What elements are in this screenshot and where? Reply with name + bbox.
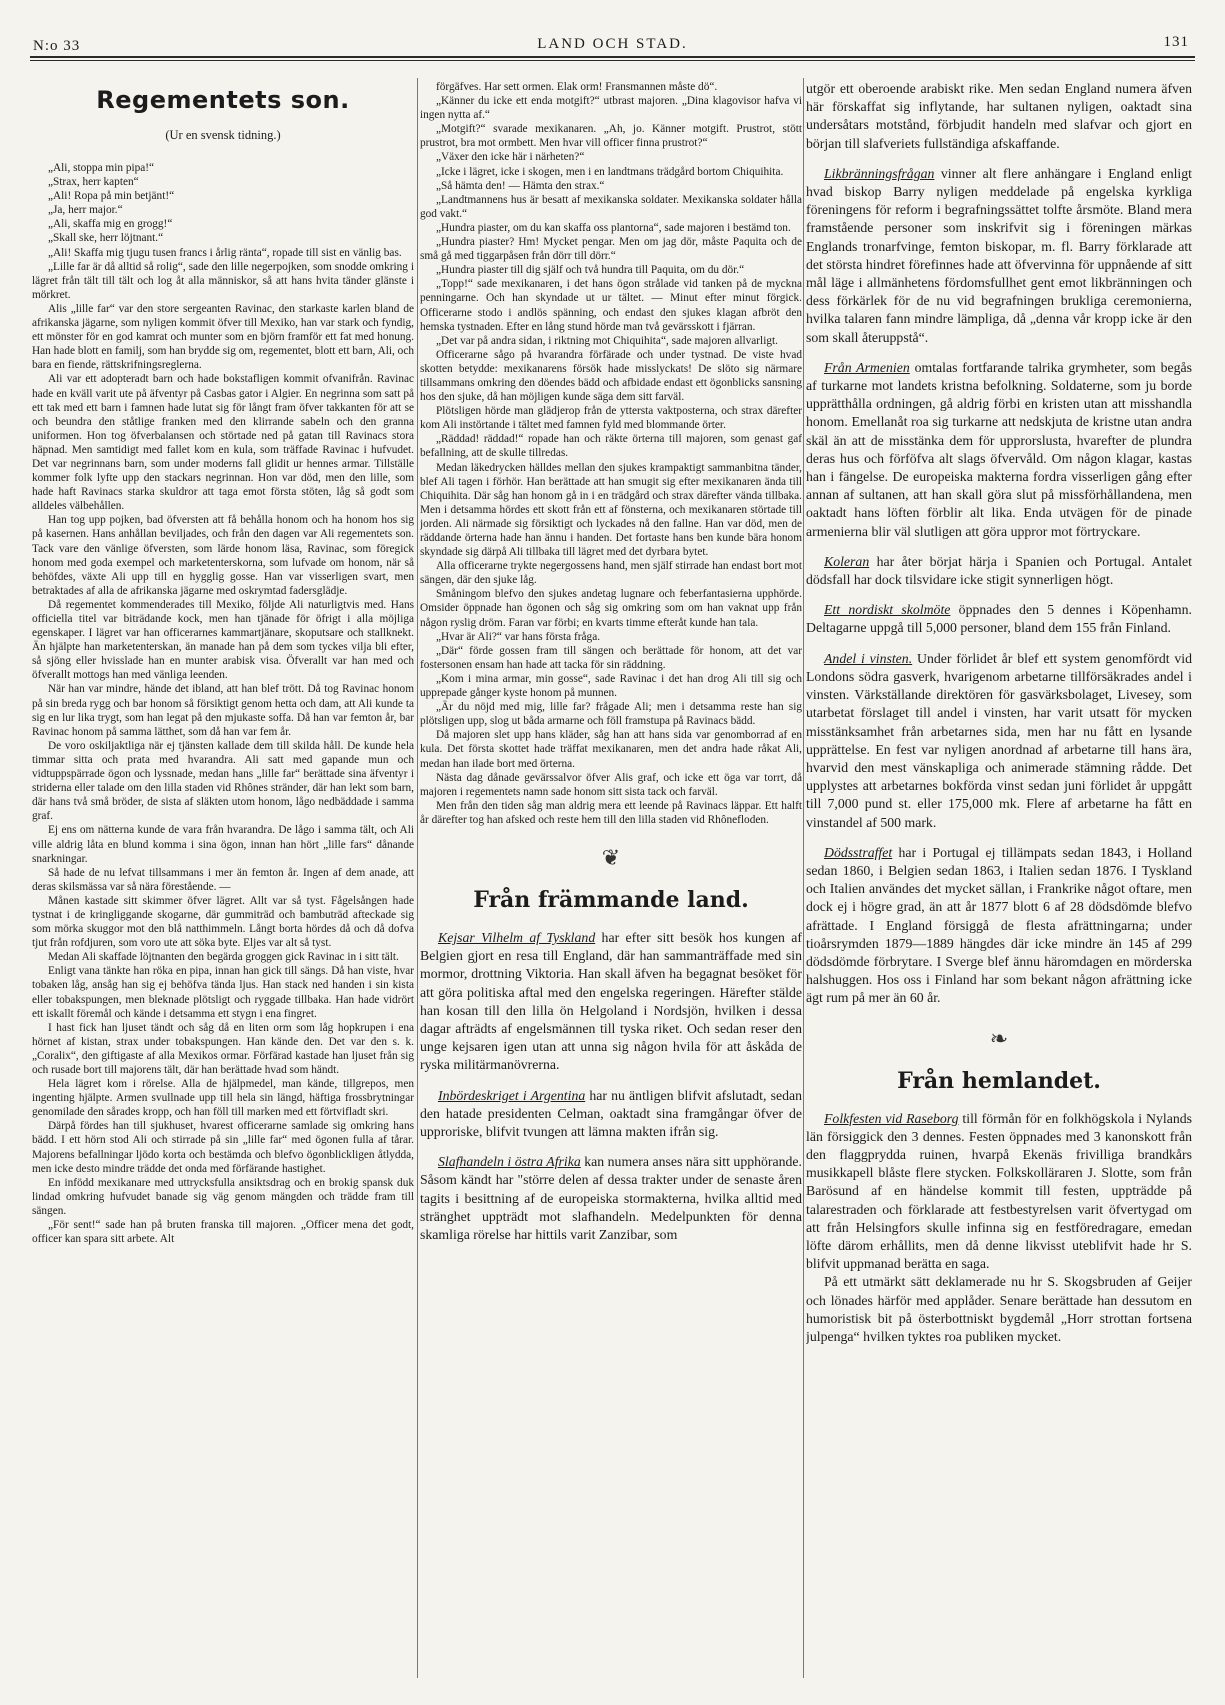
paragraph: „Hundra piaster, om du kan skaffa oss plantorna“, sade majoren i bestämd ton. — [436, 221, 791, 234]
paragraph: Då regementet kommenderades till Mexiko, följde Ali naturligtvis med. Hans officiella titel var biträdande kock, men han tjänade för öfrigt i alla möjliga egenskaper. I lägret var han officerarnes kammartjänare, skoputsare och stallknekt. Än hjälpte han marketenterskan, än manade han på dem som tyckes vilja bli efter, så sjöng eller hvisslade han en munter arabisk visa. Öfverallt var han med och öfverallt mottogs han med vänliga leenden. — [32, 598, 414, 682]
news-text: har åter börjat härja i Spanien och Portugal. Antalet dödsfall har dock tilsvidare icke stigit synnerligen högt. — [806, 553, 1192, 588]
story-continuation — [420, 80, 802, 827]
news-lead: Inbördeskriget i Argentina — [438, 1087, 586, 1103]
issue-number: N:o 33 — [33, 38, 81, 54]
paragraph: Ali var ett adopteradt barn och hade bokstafligen kommit ofvanifrån. Ravinac hade en kväll varit ute på äfventyr på Casbas gator i Algier. En negrinna som satt på ett tak med ett barn i famnen hade lutat sig för långt fram öfver takkanten för att se och beundra den ståtlige franken med den klirrande sabeln och den granna uniformen. Hon tog öfverbalansen och störtade ned på gatan till Ravinacs stora häpnad. Men samtidigt med fallet kom en kula, som träffade Ravinac i hufvudet. Det var negrinnans barn, som under moderns fall glidit ur hennes armar. Tillställe kommer folk lyfte upp den stackars negrinnan. Hon var död, men den lille, som hade haft Ravinacs starka skuldror att taga emot första stöten, låg så godt som alldeles välbehållen. — [32, 373, 414, 513]
paragraph: Därpå fördes han till sjukhuset, hvarest officerarne samlade sig omkring hans bädd. I ett hörn stod Ali och stirrade på sin „lille far“ med ögonen fulla af tårar. Majorens befallningar ljödo korta och bestämda och blefvo ögonblickligen åtlydda, men icke desto mindre trädde det onda med förfärande hastighet. — [32, 1120, 414, 1175]
paragraph: „Skall ske, herr löjtnant.“ — [48, 232, 164, 245]
paragraph: Medan läkedrycken hälldes mellan den sjukes krampaktigt sammanbitna tänder, blef Ali tagen i förhör. Han berättade att han smugit sig efter mexikanaren ända till Chiquihita. Där såg han honom gå in i en trädgård och strax därefter vända tillbaka. Men i detsamma hördes ett skott från ett af fönsterna, och mexikanaren störtade till jorden. Ali närmade sig försiktigt och lyckades nå den fallne. Han var död, men de räddande örterna hade han ännu i handen. Det fortaste hans ben kunde bära honom skyndade sig därpå Ali tillbaka till lägret med det dyrbara bytet. — [420, 461, 802, 559]
paragraph: „För sent!“ sade han på bruten franska till majoren. „Officer mena det godt, officer kan spara sitt arbete. Alt — [32, 1219, 414, 1246]
foreign-news-2 — [806, 165, 1192, 1008]
paragraph: „Hundra piaster till dig själf och två hundra till Paquita, om du dör.“ — [436, 264, 745, 277]
paragraph: Då majoren slet upp hans kläder, såg han att hans sida var genomborrad af en kula. Det första skottet hade träffat mexikanaren, men det andra hade råkat Ali, medan han ilade bort med örterna. — [420, 729, 802, 770]
story-body — [32, 161, 414, 1246]
news-lead: Från Armenien — [824, 359, 910, 375]
paragraph: „Räddad! räddad!“ ropade han och räkte örterna till majoren, som genast gaf befallning, att de skulle tillredas. — [420, 433, 802, 460]
news-item — [806, 601, 1192, 637]
paragraph: Så hade de nu lefvat tillsammans i mer än femton år. Ingen af dem anade, att deras skilsmässa var så nära förestående. — — [32, 866, 414, 893]
news-item — [420, 1153, 802, 1244]
column-divider — [417, 78, 418, 1678]
news-lead: Ett nordiskt skolmöte — [824, 602, 951, 618]
news-text: öppnades den 5 dennes i Köpenhamn. Deltagarne uppgå till 5,000 personer, bland dem 155 från Finland. — [806, 602, 1192, 636]
story-source: (Ur en svensk tidning.) — [165, 128, 281, 142]
news-lead: Koleran — [824, 553, 870, 569]
section-heading-foreign: Från främmande land. — [473, 886, 749, 913]
paragraph: En infödd mexikanare med uttrycksfulla ansiktsdrag och en brokig spansk duk lindad omkring hufvudet banade sig väg genom mängden och trädde fram till sängen. — [32, 1176, 414, 1217]
home-news — [806, 1110, 1192, 1274]
news-lead: Slafhandeln i östra Afrika — [438, 1154, 581, 1170]
news-lead: Andel i vinsten. — [824, 650, 913, 666]
paragraph: „Motgift?“ svarade mexikanaren. „Ah, jo. Känner motgift. Prustrot, stött prustrot, bra mot ormbett. Men hvar vill officer finna prustrot?“ — [420, 123, 802, 150]
paragraph: Alis „lille far“ var den store sergeanten Ravinac, den starkaste karlen bland de afrikanska jägarne, som nyligen kommit öfver till Mexiko, han var stark och fyndig, ett mönster för en god kamrat och munter som en björn framför ett fat med honung. Han hade blott en familj, som han brydde sig om, regementet, blott ett barn, Ali, och bara en fiende, rättskrifningsreglerna. — [32, 302, 414, 372]
paragraph: „Känner du icke ett enda motgift?“ utbrast majoren. „Dina klagovisor hafva vi ingen nytta af.“ — [420, 95, 802, 122]
paragraph: „Så hämta den! — Hämta den strax.“ — [436, 179, 605, 192]
paragraph: „Är du nöjd med mig, lille far? frågade Ali; men i detsamma reste han sig plötsligen upp, slog ut båda armarne och föll framstupa på Ravinacs bädd. — [420, 701, 802, 728]
paragraph: „Där“ förde gossen fram till sängen och berättade för honom, att det var fostersonen ensam han hade att tacka för sin räddning. — [420, 644, 802, 671]
news-lead: Kejsar Vilhelm af Tyskland — [438, 929, 596, 945]
news-lead: Dödsstraffet — [824, 844, 893, 860]
paragraph: „Topp!“ sade mexikanaren, i det hans ögon strålade vid tanken på de myckna penningarne. Och han skyndade ut ur tältet. — Minut efter minut förgick. Officerarne stodo i andlös spänning, och endast den sjukes klagan afbröt den hemska tystnaden. Efter en lång stund hörde man två gevärsskott i fjärran. — [420, 278, 802, 333]
news-item — [806, 1110, 1192, 1274]
paragraph: Hela lägret kom i rörelse. Alla de hjälpmedel, man kände, tillgrepos, men ingenting hjälpte. Armen svullnade upp till hela sin längd, häftiga frossbrytningar genomilade den sårades kropp, och han föll till marken med ett förtvifladt skri. — [32, 1078, 414, 1119]
news-item — [806, 650, 1192, 832]
news-paragraph: På ett utmärkt sätt deklamerade nu hr S. Skogsbruden af Geijer och lönades härför med applåder. Senare berättade han dessutom en humoristisk bit på österbottniskt bygdemål „Horr strottan fortsena julpenga“ hvilken tyktes roa publiken mycket. — [806, 1274, 1192, 1344]
news-text: kan numera anses nära sitt upphörande. Såsom kändt har "större delen af dessa trakter under de senaste åren tagits i besittning af de europeiska stormakterna, hvilka alltid med stränghet uppträdt mot slafhandeln. Medelpunkten för denna skamliga rörelse har hittils varit Zanzibar, som — [420, 1154, 802, 1243]
news-lead: Likbränningsfrågan — [824, 165, 935, 181]
news-continuation: utgör ett oberoende arabiskt rike. Men sedan England numera äfven här förskaffat sig inflytande, har sultanen nyligen, oaktadt sina undersåtars motstånd, förbjudit handeln med slafvar och gjort en början till slafveriets fullständiga afskaffande. — [806, 81, 1192, 151]
masthead-title: LAND OCH STAD. — [537, 36, 688, 52]
paragraph: „Ali, stoppa min pipa!“ — [48, 162, 155, 174]
ornament-divider: ❦ — [601, 844, 621, 870]
paragraph: Enligt vana tänkte han röka en pipa, innan han gick till sängs. Då han viste, hvar tobaken låg, ansåg han sig ej behöfva tända ljus. Han stack ned handen i sin kista eller tobakspungen, men bleknade plötsligt och ryggade tillbaka. Han hade vidrört ett iskallt föremål och kände i detsamma ett stygn i ena fingret. — [32, 965, 414, 1020]
news-text: omtalas fortfarande talrika grymheter, som begås af turkarne mot landets kristna befolkning. Soldaterne, som ju borde upprätthålla ordningen, gå aldrig förbi en kristen utan att misshandla honom. Emellanåt roa sig turkarne att nedskjuta de kristne utan andra skäl än att de misstänka dem för upprorslusta, hvarefter de plundra deras hus och förföfva alt slags öfvervåld. Om någon klagar, kastas han i fängelse. De europeiska makterna fordra visserligen gång efter annan af sultanen, att han skall göra slut på missförhållandena, men oaktadt hans löften förblir alt lika. Enda utvägen för de pinade armenierna blir väl slutligen att göra uppror mot förtryckare. — [806, 359, 1192, 539]
paragraph: I hast fick han ljuset tändt och såg då en liten orm som låg hopkrupen i ena hörnet af kistan, strax under tobakspungen. Han kände den. Det var den s. k. „Coralix“, den giftigaste af alla Mexikos ormar. Förfärad kastade han ljuset från sig och rusade bort till majorens tält, där han berättade hvad som händt. — [32, 1021, 414, 1076]
column-1 — [32, 80, 414, 1680]
paragraph: „Lille far är då alltid så rolig“, sade den lille negerpojken, som snodde omkring i lägret från tält till tält och log åt alla människor, så att hans hvita tänder glänste i mörkret. — [32, 260, 414, 301]
header-rule — [30, 56, 1195, 58]
paragraph: „Landtmannens hus är besatt af mexikanska soldater. Mexikanska soldater hålla god vakt.“ — [420, 193, 802, 220]
column-divider — [803, 78, 804, 1678]
paragraph: „Ali, skaffa mig en grogg!“ — [48, 218, 173, 231]
news-text: till förmån för en folkhögskola i Nylands län försiggick den 3 dennes. Festen öppnades med 3 kanonskott från den flaggprydda ruinen, hvarpå Ekenäs frivilliga brandkårs musikkapell blåste flere stycken. Folkskolläraren J. Slotte, som från Barösund af en händelse kommit till festen, uppträdde på talarestraden och förklarade att festbestyrelsen varit öfvertygad om att från Helsingfors skulle infinna sig en festföredragare, emedan löfte därom erhållits, men då denne likvisst uteblifvit hade hr S. blifvit uppmanad berätta en saga. — [806, 1110, 1192, 1272]
paragraph: förgäfves. Har sett ormen. Elak orm! Fransmannen måste dö“. — [436, 81, 718, 93]
paragraph: Alla officerarne trykte negergossens hand, men själf stirrade han endast bort mot sängen, där den sjuke låg. — [420, 560, 802, 587]
paragraph: Småningom blefvo den sjukes andetag lugnare och feberfantasierna upphörde. Omsider öppnade han ögonen och såg sig omkring som om han vaknat upp från någon ryslig dröm. Faran var förbi; en kvarts timme efteråt kunde han tala. — [420, 588, 802, 629]
paragraph: Han tog upp pojken, bad öfversten att få behålla honom och ha honom hos sig på kasernen. Hans anhållan beviljades, och från den dagen var Ali regementets son. Tack vare den vänlige öfversten, som lärde honom läsa, Ravinac, som föregick honom med goda exempel och marketenterskorna, som lufvade om honom, när så behöfdes, växte Ali upp till en hygglig gosse. Han var visserligen svart, men betraktades af alla de afrikanska jägarne med oskrymtad fadersglädje. — [32, 514, 414, 597]
news-item — [806, 553, 1192, 589]
paragraph: Ej ens om nätterna kunde de vara från hvarandra. De lågo i samma tält, och Ali ville aldrig låta en blund komma i sina ögon, innan han hört „lille fars“ dånande snarkningar. — [32, 824, 414, 865]
news-item — [806, 844, 1192, 1008]
paragraph: Medan Ali skaffade löjtnanten den begärda groggen gick Ravinac in i sitt tält. — [48, 951, 399, 964]
page-header — [30, 28, 1195, 58]
paragraph: Officerarne sågo på hvarandra förfärade och under tystnad. De viste hvad skotten betydde: mexikanarens försök hade misslyckats! De slöto sig närmare tillsammans omkring den döendes bädd och afbidade endast ett ögonblicks sansning hos den sjuke, då han möjligen kunde säga dem sitt farväl. — [420, 348, 802, 404]
paragraph: Nästa dag dånade gevärssalvor öfver Alis graf, och icke ett öga var torrt, då majoren i regementets namn sade honom sitt sista tack och farväl. — [420, 771, 802, 798]
paragraph: När han var mindre, hände det ibland, att han blef trött. Då tog Ravinac honom på sin breda rygg och bar honom så försiktigt genom hetta och dam, att Ali kunde ta sig en lur lika trygt, som han legat på den mjukaste soffa. Då han var femton år, bar Ravinac honom på samma lätthet, som då han var fem år. — [32, 683, 414, 738]
news-text: vinner alt flere anhängare i England enligt hvad biskop Barry nyligen meddelade på engelska kyrkliga föreningens för reform i begrafningssättet tolfte årsmöte. Bland mera framstående personer som inskrifvit sig i föreningen märkas Englands tronarfvinge, femton biskopar, m. fl. Barry förklarade att det största hindret förefinnes hade att öfvervinna för uppnående af sitt mål läge i allmänhetens fördomsfullhet gent emot likbränningen och dess förkärlek för de nu vid begrafningen brukliga ceremonierna, hvilka talaren fann mindre lämpliga, då „denna vår kropp icke är den som skall återuppstå“. — [806, 165, 1192, 345]
news-lead: Folkfesten vid Raseborg — [824, 1110, 959, 1126]
news-text: har nu äntligen blifvit afslutadt, sedan den hatade presidenten Celman, oaktadt sina framgångar öfver de upproriske, blifvit tvungen att lämna makten ifrån sig. — [420, 1087, 802, 1139]
paragraph: „Strax, herr kapten“ — [48, 176, 139, 189]
story-heading: Regementets son. — [96, 86, 350, 114]
paragraph: „Hvar är Ali?“ var hans första fråga. — [436, 630, 601, 643]
foreign-news — [420, 929, 802, 1244]
news-item — [420, 1087, 802, 1142]
ornament-divider: ❧ — [989, 1025, 1009, 1051]
news-text: Under förlidet år blef ett system genomfördt vid Londons södra gasverk, hvarigenom arbetarne tillförsäkrades andel i vinsten. Värkställande direktören för gasvärksbolaget, Livesey, som utarbetat förslaget till andel i vinsten, har varit utsatt för mycken misstänksamhet från arbetarnes sida, men har nu fått en lysande upprättelse. En fest var nyligen anordnad af arbetarne till hans ära, hvarvid den mest vänskapliga och animerade stämning rådde. Det upplystes att arbetarnes bokförda vinst sedan juni förlidet år uppgått till 7,000 pund st. eller 175,000 mk. Flere af arbetarne ha fått en vinstandel af 500 mark. — [806, 650, 1192, 830]
news-item — [806, 359, 1192, 541]
page-number: 131 — [1163, 34, 1189, 50]
paragraph: „Ja, herr major.“ — [48, 204, 123, 217]
news-item — [806, 165, 1192, 347]
news-text: har efter sitt besök hos kungen af Belgien gjort en resa till England, där han sammanträffade med sin mormor, drottning Viktoria. Han skall äfven ha begagnat besöket för att göra politiska aftal med den engelska regeringen. Härefter stälde han kosan till den lilla ön Helgoland i Nordsjön, hvilken i dessa dagar afträdts af engelsmännen till tyska riket. Och sedan reser den unge kejsaren igen utan att unna sig någon hvila för att åskåda de ryska militärmanövrerna. — [420, 929, 802, 1073]
paragraph: Plötsligen hörde man glädjerop från de yttersta vaktposterna, och strax därefter kom Ali instörtande i tältet med famnen fyld med blommande örter. — [420, 405, 802, 432]
paragraph: De voro oskiljaktliga när ej tjänsten kallade dem till skilda håll. De kunde hela timmar sitta och prata med hvarandra. Ali satt med gapande mun och vidtuppspärrade ögon och lyssnade, medan hans „lille far“ berättade sina äfventyr i striderna eller talade om den lilla staden vid Rhônes stränder, där han lekt som barn, där hans två små bröder, de sista af släkten utom honom, lågo nedbäddade i samma graf. — [32, 739, 414, 823]
paragraph: „Icke i lägret, icke i skogen, men i en landtmans trädgård bortom Chiquihita. — [436, 165, 784, 178]
column-2 — [420, 80, 802, 1680]
news-item — [420, 929, 802, 1075]
column-3 — [806, 80, 1192, 1680]
paragraph: „Hundra piaster? Hm! Mycket pengar. Men om jag dör, måste Paquita och de små gå med tiggarpåsen från dörr till dörr.“ — [420, 236, 802, 263]
section-heading-home: Från hemlandet. — [897, 1067, 1101, 1094]
header-rule-thin — [30, 60, 1195, 61]
paragraph: „Växer den icke här i närheten?“ — [436, 151, 585, 164]
paragraph: „Kom i mina armar, min gosse“, sade Ravinac i det han drog Ali till sig och upprepade gånger kyste honom på munnen. — [420, 672, 802, 700]
paragraph: „Ali! Skaffa mig tjugu tusen francs i årlig ränta“, ropade till sist en vänlig bas. — [48, 246, 402, 259]
paragraph: „Det var på andra sidan, i riktning mot Chiquihita“, sade majoren allvarligt. — [436, 334, 778, 347]
paragraph: Månen kastade sitt skimmer öfver lägret. Allt var så tyst. Fågelsången hade tystnat i de kringliggande skogarne, där gummiträd och bambuträd afteckade sig som mörka skuggor mot den blå natthimmeln. Långt borta hördes då och då dofva tjut från rofdjuren, som voro ute att söka byte. Eljes var alt så tyst. — [32, 894, 414, 950]
paragraph: Men från den tiden såg man aldrig mera ett leende på Ravinacs läppar. Ett halft år därefter tog han afsked och reste hem till den lilla staden vid Rhônefloden. — [420, 799, 802, 826]
paragraph: „Ali! Ropa på min betjänt!“ — [48, 190, 175, 203]
news-text: har i Portugal ej tillämpats sedan 1843, i Holland sedan 1860, i Belgien sedan 1863, i Italien sedan 1876. I Tyskland och Italien användes det mycket sällan, i Frankrike något oftare, men dock ej i högre grad, än att år 1877 blott 6 af 28 dödsdömde blefvo afrättade. I England försiggå de flesta afrättningarna; under tioårsrymden 1879—1889 hängdes där icke mindre än 145 af 299 dödsdömde förbrytare. I Sverge blef ännu häromdagen en mörderska halshuggen. Hos oss i Finland har som bekant någon afrättning icke ägt rum på mer än 60 år. — [806, 844, 1192, 1006]
